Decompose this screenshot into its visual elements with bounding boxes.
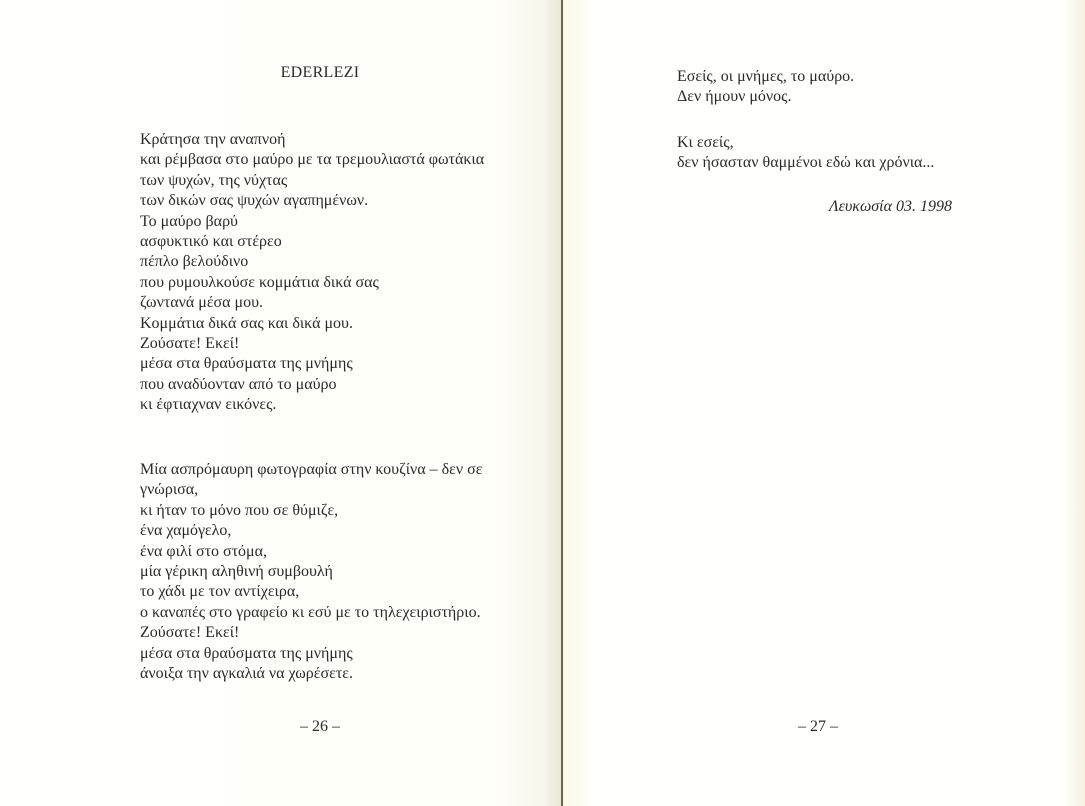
poem-line: κι έφτιαχναν εικόνες.: [140, 396, 277, 414]
poem-line: ένα χαμόγελο,: [140, 522, 232, 540]
poem-line: Ζούσατε! Εκεί!: [140, 335, 240, 353]
poem-line: μία γέρικη αληθινή συμβουλή: [140, 563, 333, 581]
poem-line: το χάδι με τον αντίχειρα,: [140, 583, 300, 601]
poem-line: που αναδύονταν από το μαύρο: [140, 375, 337, 393]
poem-title: EDERLEZI: [280, 64, 360, 81]
poem-line: των δικών σας ψυχών αγαπημένων.: [140, 192, 369, 210]
place-date-signature: Λευκωσία 03. 1998: [828, 198, 952, 215]
poem-line: Μία ασπρόμαυρη φωτογραφία στην κουζίνα – δεν σε: [140, 461, 483, 478]
stanza-3: [677, 67, 854, 108]
poem-line: μέσα στα θραύσματα της μνήμης: [140, 644, 353, 662]
poem-line: Δεν ήμουν μόνος.: [677, 88, 792, 106]
page-number: – 26 –: [300, 718, 340, 735]
poem-line: Εσείς, οι μνήμες, το μαύρο.: [677, 68, 855, 85]
poem-line: μέσα στα θραύσματα της μνήμης: [140, 355, 353, 373]
poem-line: ένα φιλί στο στόμα,: [140, 542, 268, 560]
stanza-2: [140, 460, 482, 684]
poem-line: Κράτησα την αναπνοή: [140, 131, 286, 148]
poem-line: που ρυμουλκούσε κομμάτια δικά σας: [140, 273, 379, 291]
stanza-4: [677, 133, 934, 174]
poem-line: Κι εσείς,: [677, 134, 734, 151]
page-number: – 27 –: [798, 718, 838, 735]
poem-line: γνώρισα,: [140, 481, 199, 499]
poem-line: και ρέμβασα στο μαύρο με τα τρεμουλιαστά φωτάκια: [140, 151, 485, 169]
poem-line: ζωντανά μέσα μου.: [140, 294, 264, 312]
right-page: [563, 0, 1085, 806]
poem-line: κι ήταν το μόνο που σε θύμιζε,: [140, 501, 339, 519]
stanza-1: [140, 130, 484, 416]
poem-line: Κομμάτια δικά σας και δικά μου.: [140, 314, 353, 332]
poem-line: Ζούσατε! Εκεί!: [140, 624, 240, 642]
poem-line: ο καναπές στο γραφείο κι εσύ με το τηλεχειριστήριο.: [140, 603, 481, 621]
poem-line: άνοιξα την αγκαλιά να χωρέσετε.: [140, 665, 353, 683]
poem-line: των ψυχών, της νύχτας: [140, 171, 288, 189]
poem-line: ασφυκτικό και στέρεο: [140, 233, 282, 251]
poem-line: πέπλο βελούδινο: [140, 253, 249, 271]
poem-line: δεν ήσασταν θαμμένοι εδώ και χρόνια...: [677, 154, 935, 172]
poem-line: Το μαύρο βαρύ: [140, 212, 238, 230]
